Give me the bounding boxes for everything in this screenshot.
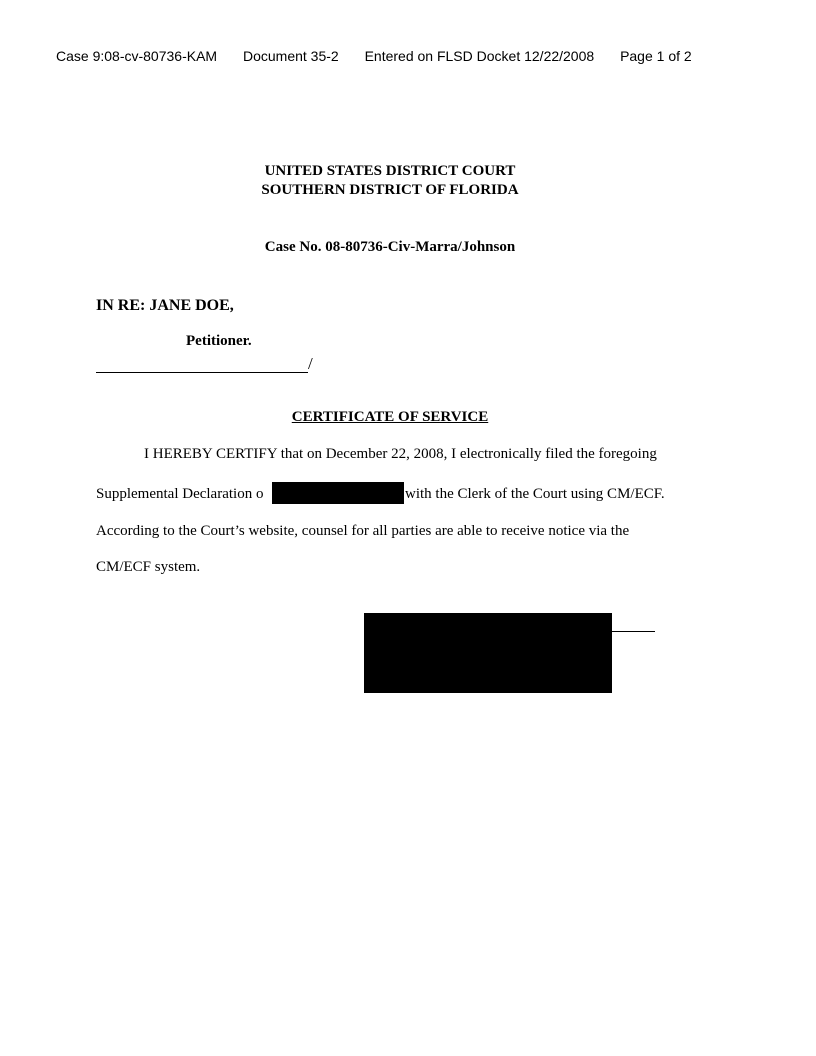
redaction-box-name [272, 482, 404, 504]
case-number: Case No. 08-80736-Civ-Marra/Johnson [264, 239, 516, 255]
caption-slash: / [308, 354, 313, 373]
caption-in-re: IN RE: JANE DOE, [96, 297, 234, 314]
certificate-line-1: I HEREBY CERTIFY that on December 22, 2008, I electronically filed the foregoing [144, 446, 657, 462]
docket-case-number: Case 9:08-cv-80736-KAM [56, 48, 218, 64]
certificate-line-3: According to the Court’s website, counsel for all parties are able to receive notice via the [96, 523, 630, 539]
certificate-line-2-start: Supplemental Declaration o [96, 486, 264, 502]
court-name: UNITED STATES DISTRICT COURT [264, 163, 516, 179]
certificate-title: CERTIFICATE OF SERVICE [291, 409, 489, 425]
caption-petitioner: Petitioner. [186, 333, 252, 349]
redaction-box-signature [364, 613, 612, 693]
court-heading [0, 162, 780, 200]
certificate-line-2-end: with the Clerk of the Court using CM/ECF. [405, 486, 665, 502]
docket-entered-date: Entered on FLSD Docket 12/22/2008 [364, 48, 595, 64]
docket-page-number: Page 1 of 2 [620, 48, 692, 64]
docket-document-number: Document 35-2 [242, 48, 339, 64]
court-district: SOUTHERN DISTRICT OF FLORIDA [261, 182, 519, 198]
docket-header [56, 48, 714, 64]
signature-line [612, 631, 655, 632]
certificate-line-4: CM/ECF system. [96, 559, 201, 575]
caption-divider [96, 372, 308, 373]
